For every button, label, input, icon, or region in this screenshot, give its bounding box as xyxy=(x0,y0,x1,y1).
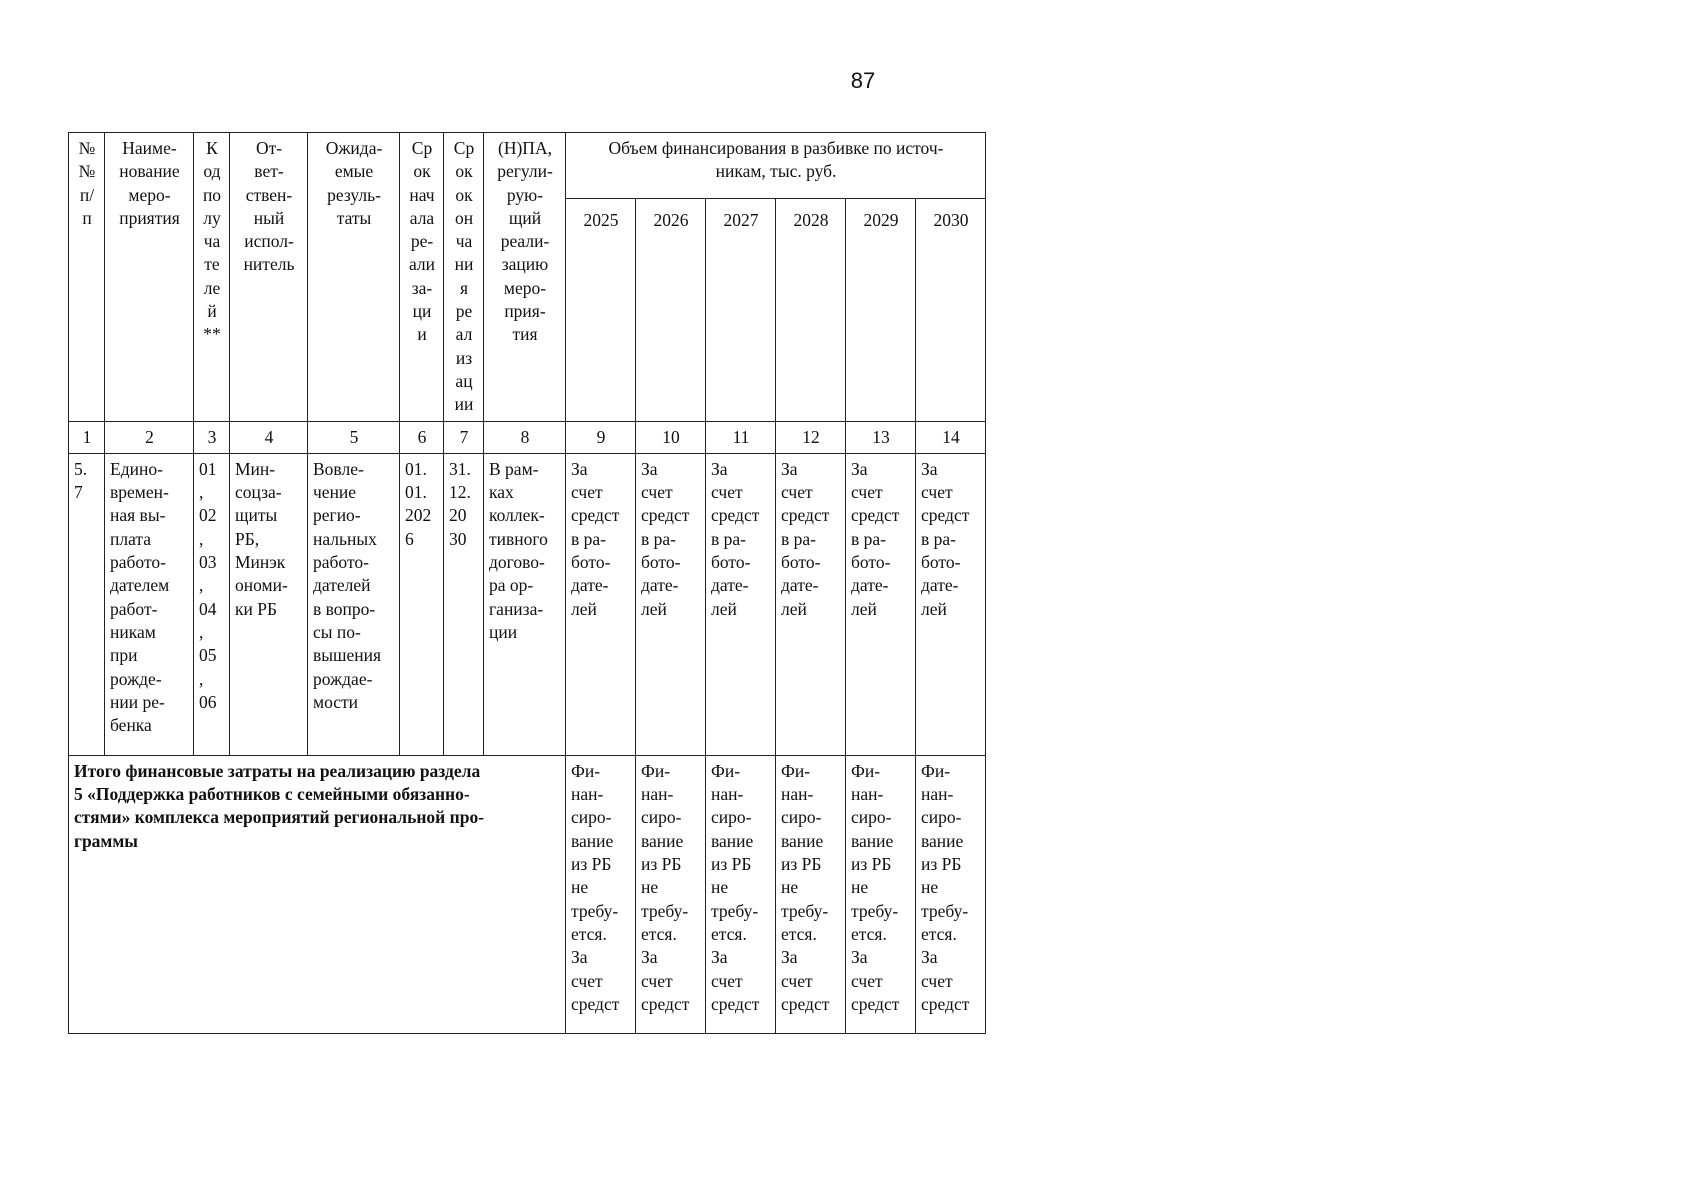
total-funding-2026: Фи- нан- сиро- вание из РБ не требу- ется. За счет средст xyxy=(636,755,706,1033)
column-number: 10 xyxy=(636,421,706,453)
column-number: 1 xyxy=(69,421,105,453)
column-number: 9 xyxy=(566,421,636,453)
start-date: 01. 01. 202 6 xyxy=(400,453,444,755)
legal-basis: В рам- ках коллек- тивного догово- ра ор- ганиза- ции xyxy=(484,453,566,755)
funding-2027: За счет средст в ра- бото- дате- лей xyxy=(706,453,776,755)
funding-2026: За счет средст в ра- бото- дате- лей xyxy=(636,453,706,755)
financing-table xyxy=(68,132,986,1034)
end-date: 31. 12. 20 30 xyxy=(444,453,484,755)
total-funding-2030: Фи- нан- сиро- вание из РБ не требу- ется. За счет средст xyxy=(916,755,986,1033)
header-name: Наиме- нование меро- приятия xyxy=(105,133,194,422)
column-number: 5 xyxy=(308,421,400,453)
funding-2025: За счет средст в ра- бото- дате- лей xyxy=(566,453,636,755)
column-number: 7 xyxy=(444,421,484,453)
total-funding-2025: Фи- нан- сиро- вание из РБ не требу- ется. За счет средст xyxy=(566,755,636,1033)
year-2030: 2030 xyxy=(916,198,986,421)
funding-2028: За счет средст в ра- бото- дате- лей xyxy=(776,453,846,755)
recipient-codes: 01 , 02 , 03 , 04 , 05 , 06 xyxy=(194,453,230,755)
column-number: 12 xyxy=(776,421,846,453)
row-number: 5. 7 xyxy=(69,453,105,755)
header-start: Ср ок нач ала ре- али за- ци и xyxy=(400,133,444,422)
funding-2030: За счет средст в ра- бото- дате- лей xyxy=(916,453,986,755)
column-number: 11 xyxy=(706,421,776,453)
header-financing: Объем финансирования в разбивке по источ- никам, тыс. руб. xyxy=(566,133,986,199)
column-numbers-row xyxy=(69,421,986,453)
column-number: 8 xyxy=(484,421,566,453)
column-number: 4 xyxy=(230,421,308,453)
year-2025: 2025 xyxy=(566,198,636,421)
column-number: 14 xyxy=(916,421,986,453)
year-2029: 2029 xyxy=(846,198,916,421)
header-number: № № п/ п xyxy=(69,133,105,422)
year-2026: 2026 xyxy=(636,198,706,421)
header-code: К од по лу ча те ле й ** xyxy=(194,133,230,422)
total-funding-2029: Фи- нан- сиро- вание из РБ не требу- ется. За счет средст xyxy=(846,755,916,1033)
column-number: 2 xyxy=(105,421,194,453)
table-row xyxy=(69,453,986,755)
total-row xyxy=(69,755,986,1033)
header-results: Ожида- емые резуль- таты xyxy=(308,133,400,422)
event-name: Едино- времен- ная вы- плата работо- дателем работ- никам при рожде- нии ре- бенка xyxy=(105,453,194,755)
funding-2029: За счет средст в ра- бото- дате- лей xyxy=(846,453,916,755)
year-2028: 2028 xyxy=(776,198,846,421)
column-number: 3 xyxy=(194,421,230,453)
expected-results: Вовле- чение регио- нальных работо- дателей в вопро- сы по- вышения рождае- мости xyxy=(308,453,400,755)
column-number: 13 xyxy=(846,421,916,453)
year-2027: 2027 xyxy=(706,198,776,421)
total-funding-2028: Фи- нан- сиро- вание из РБ не требу- ется. За счет средст xyxy=(776,755,846,1033)
total-funding-2027: Фи- нан- сиро- вание из РБ не требу- ется. За счет средст xyxy=(706,755,776,1033)
header-row xyxy=(69,133,986,199)
header-end: Ср ок ок он ча ни я ре ал из ац ии xyxy=(444,133,484,422)
header-executor: От- вет- ствен- ный испол- нитель xyxy=(230,133,308,422)
executor: Мин- соцза- щиты РБ, Минэк ономи- ки РБ xyxy=(230,453,308,755)
header-npa: (Н)ПА, регули- рую- щий реали- зацию меро- прия- тия xyxy=(484,133,566,422)
page-number: 87 xyxy=(850,68,876,93)
total-label: Итого финансовые затраты на реализацию раздела 5 «Поддержка работников с семейными обязанно- стями» комплекса мероприятий региональной про- граммы xyxy=(69,755,566,1033)
column-number: 6 xyxy=(400,421,444,453)
